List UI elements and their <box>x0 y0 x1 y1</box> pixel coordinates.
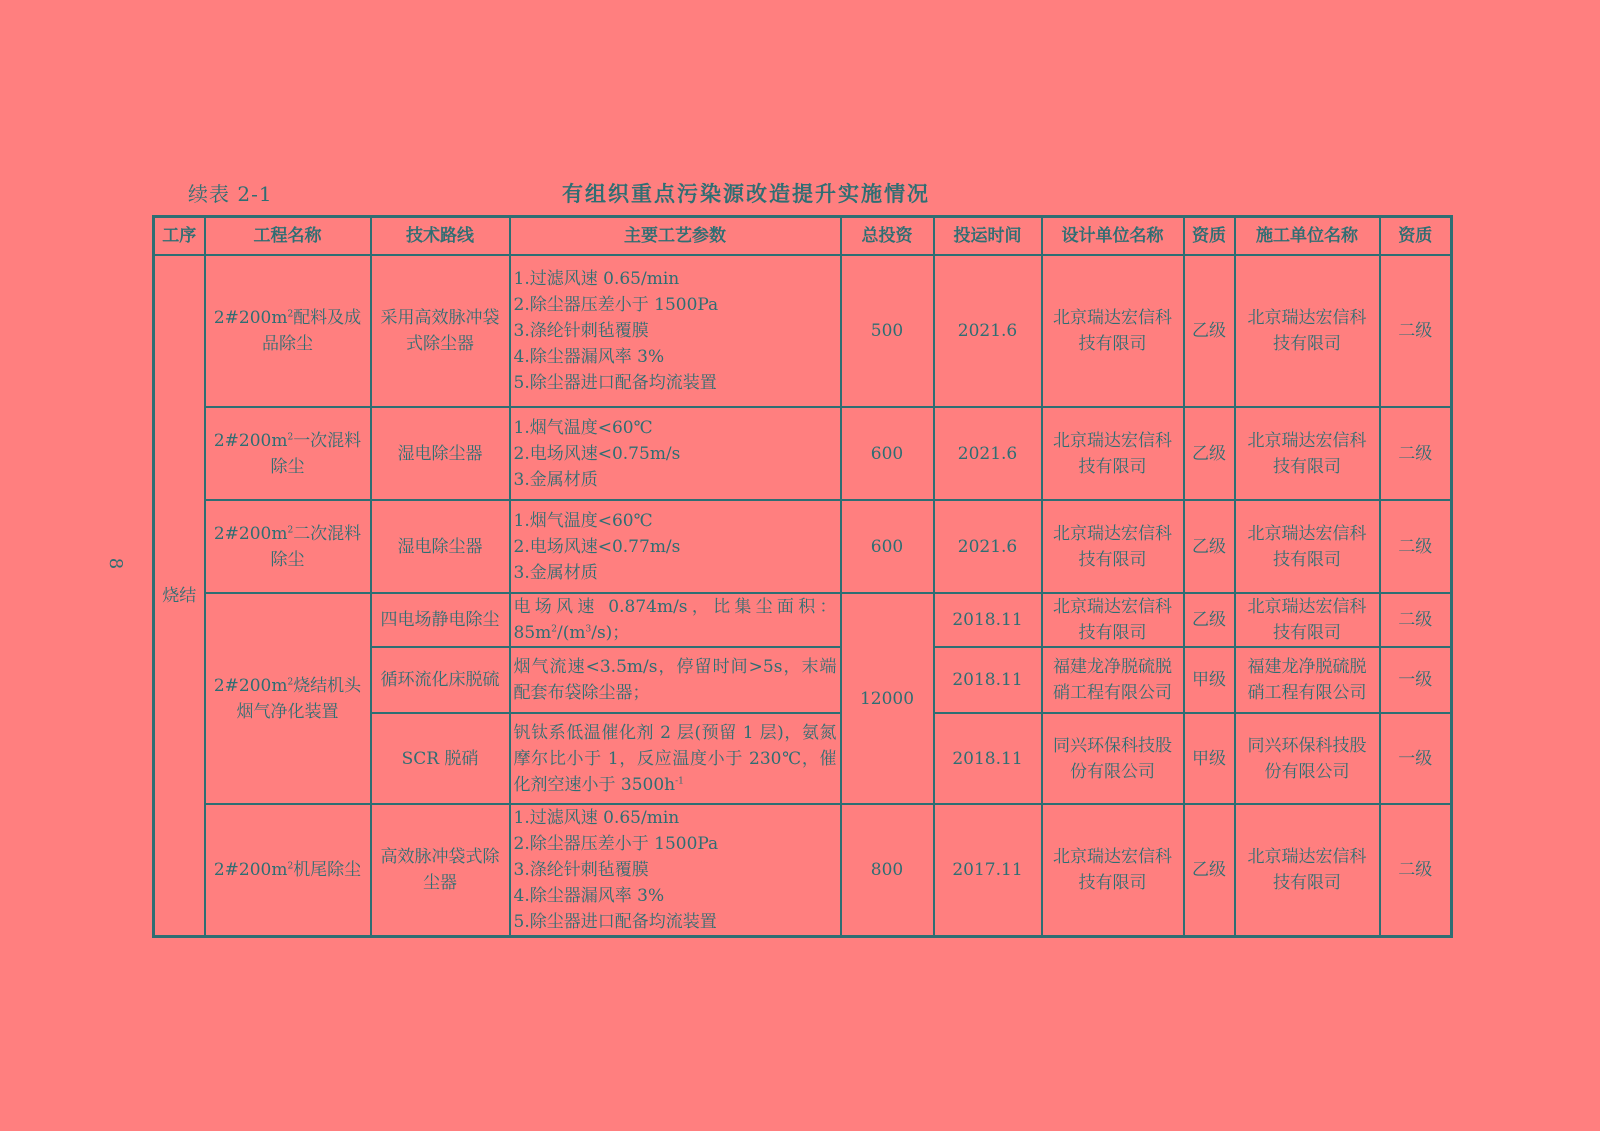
process-params-cell: 钒钛系低温催化剂 2 层(预留 1 层)，氨氮摩尔比小于 1，反应温度小于 230℃，催化剂空速小于 $3500h^{-1}$ <box>510 713 841 804</box>
construction-level-cell: 二级 <box>1380 804 1452 937</box>
design-unit-cell: 同兴环保科技股份有限公司 <box>1042 713 1184 804</box>
design-level-cell: 甲级 <box>1184 647 1235 713</box>
construction-level-cell: 二级 <box>1380 593 1452 647</box>
process-params-cell: 烟气流速<3.5m/s，停留时间>5s，末端配套布袋除尘器； <box>510 647 841 713</box>
header-process: 工序 <box>154 217 205 256</box>
process-params-cell: 电场风速 0.874m/s，比集尘面积：$85m^2/(m^3/s)$； <box>510 593 841 647</box>
header-project-name: 工程名称 <box>205 217 371 256</box>
process-params-cell: 1.过滤风速 0.65/min 2.除尘器压差小于 1500Pa 3.涤纶针刺毡覆膜 4.除尘器漏风率 3% 5.除尘器进口配备均流装置 <box>510 255 841 407</box>
table-row <box>154 804 1452 937</box>
pollution-source-table <box>152 215 1453 938</box>
header-row <box>154 217 1452 256</box>
table-row <box>154 500 1452 593</box>
header-investment: 总投资 <box>841 217 934 256</box>
table-continued-label: 续表 2-1 <box>188 182 273 206</box>
date-cell: 2017.11 <box>934 804 1042 937</box>
header-process-params: 主要工艺参数 <box>510 217 841 256</box>
table-row <box>154 407 1452 500</box>
date-cell: 2018.11 <box>934 647 1042 713</box>
project-name-cell: $2\#200m^2$烧结机头烟气净化装置 <box>205 593 371 804</box>
header-tech-route: 技术路线 <box>371 217 510 256</box>
design-level-cell: 乙级 <box>1184 500 1235 593</box>
investment-cell: 12000 <box>841 593 934 804</box>
design-unit-cell: 北京瑞达宏信科技有限司 <box>1042 500 1184 593</box>
design-level-cell: 乙级 <box>1184 804 1235 937</box>
construction-level-cell: 二级 <box>1380 500 1452 593</box>
project-name-cell: $2\#200m^2$配料及成品除尘 <box>205 255 371 407</box>
date-cell: 2018.11 <box>934 713 1042 804</box>
construction-unit-cell: 北京瑞达宏信科技有限司 <box>1235 255 1380 407</box>
investment-cell: 600 <box>841 407 934 500</box>
table-row <box>154 255 1452 407</box>
header-commission-date: 投运时间 <box>934 217 1042 256</box>
process-params-cell: 1.烟气温度<60℃ 2.电场风速<0.77m/s 3.金属材质 <box>510 500 841 593</box>
design-unit-cell: 北京瑞达宏信科技有限司 <box>1042 804 1184 937</box>
date-cell: 2021.6 <box>934 500 1042 593</box>
design-level-cell: 乙级 <box>1184 255 1235 407</box>
construction-unit-cell: 北京瑞达宏信科技有限司 <box>1235 593 1380 647</box>
process-params-cell: 1.烟气温度<60℃ 2.电场风速<0.75m/s 3.金属材质 <box>510 407 841 500</box>
project-name-cell: $2\#200m^2$一次混料除尘 <box>205 407 371 500</box>
construction-unit-cell: 同兴环保科技股份有限公司 <box>1235 713 1380 804</box>
table-title: 有组织重点污染源改造提升实施情况 <box>562 181 930 206</box>
construction-unit-cell: 北京瑞达宏信科技有限司 <box>1235 407 1380 500</box>
date-cell: 2021.6 <box>934 407 1042 500</box>
header-construction-qualification: 资质 <box>1380 217 1452 256</box>
design-level-cell: 乙级 <box>1184 593 1235 647</box>
tech-route-cell: 四电场静电除尘 <box>371 593 510 647</box>
header-design-qualification: 资质 <box>1184 217 1235 256</box>
header-design-unit: 设计单位名称 <box>1042 217 1184 256</box>
design-level-cell: 甲级 <box>1184 713 1235 804</box>
construction-level-cell: 二级 <box>1380 255 1452 407</box>
construction-level-cell: 一级 <box>1380 647 1452 713</box>
construction-level-cell: 二级 <box>1380 407 1452 500</box>
tech-route-cell: 湿电除尘器 <box>371 500 510 593</box>
construction-unit-cell: 北京瑞达宏信科技有限司 <box>1235 804 1380 937</box>
process-params-cell: 1.过滤风速 0.65/min 2.除尘器压差小于 1500Pa 3.涤纶针刺毡覆膜 4.除尘器漏风率 3% 5.除尘器进口配备均流装置 <box>510 804 841 937</box>
construction-unit-cell: 北京瑞达宏信科技有限司 <box>1235 500 1380 593</box>
tech-route-cell: 湿电除尘器 <box>371 407 510 500</box>
tech-route-cell: 循环流化床脱硫 <box>371 647 510 713</box>
construction-level-cell: 一级 <box>1380 713 1452 804</box>
header-construction-unit: 施工单位名称 <box>1235 217 1380 256</box>
design-unit-cell: 北京瑞达宏信科技有限司 <box>1042 255 1184 407</box>
project-name-cell: $2\#200m^2$机尾除尘 <box>205 804 371 937</box>
tech-route-cell: SCR 脱硝 <box>371 713 510 804</box>
design-unit-cell: 北京瑞达宏信科技有限司 <box>1042 407 1184 500</box>
investment-cell: 800 <box>841 804 934 937</box>
date-cell: 2018.11 <box>934 593 1042 647</box>
investment-cell: 600 <box>841 500 934 593</box>
date-cell: 2021.6 <box>934 255 1042 407</box>
construction-unit-cell: 福建龙净脱硫脱硝工程有限公司 <box>1235 647 1380 713</box>
tech-route-cell: 采用高效脉冲袋式除尘器 <box>371 255 510 407</box>
investment-cell: 500 <box>841 255 934 407</box>
tech-route-cell: 高效脉冲袋式除尘器 <box>371 804 510 937</box>
design-level-cell: 乙级 <box>1184 407 1235 500</box>
page-number: 8 <box>105 557 127 570</box>
design-unit-cell: 福建龙净脱硫脱硝工程有限公司 <box>1042 647 1184 713</box>
project-name-cell: $2\#200m^2$二次混料除尘 <box>205 500 371 593</box>
process-cell: 烧结 <box>154 255 205 937</box>
table-row <box>154 593 1452 647</box>
design-unit-cell: 北京瑞达宏信科技有限司 <box>1042 593 1184 647</box>
